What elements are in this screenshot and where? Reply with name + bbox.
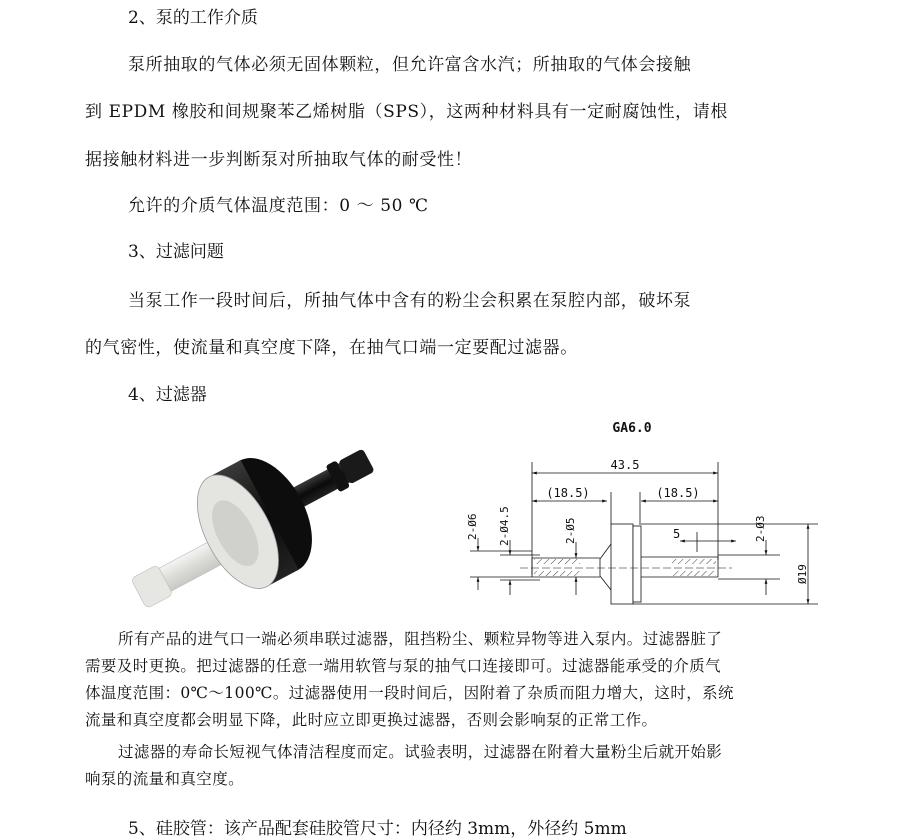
- dim-bore-dia: 2-Ø3: [754, 515, 767, 542]
- dim-left-length: (18.5): [546, 486, 590, 500]
- dim-stem-dia: 2-Ø5: [564, 517, 577, 544]
- section-3-para-line: 当泵工作一段时间后，所抽气体中含有的粉尘会积累在泵腔内部，破坏泵: [128, 291, 692, 311]
- dim-outer-dia: 2-Ø6: [466, 513, 479, 540]
- dim-right-length: (18.5): [656, 486, 700, 500]
- filter-para-line: 所有产品的进气口一端必须串联过滤器，阻挡粉尘、颗粒异物等进入泵内。过滤器脏了: [118, 630, 723, 648]
- dim-overall-length: 43.5: [610, 458, 640, 472]
- filter-para-line: 体温度范围：0℃～100℃。过滤器使用一段时间后，因附着了杂质而阻力增大，这时，系统: [85, 684, 734, 702]
- dim-body-dia: Ø19: [796, 564, 809, 584]
- filter-dimension-drawing: [450, 410, 850, 620]
- filter-para-line: 流量和真空度都会明显下降，此时应立即更换过滤器，否则会影响泵的正常工作。: [85, 711, 658, 729]
- section-2-para-line: 到 EPDM 橡胶和间规聚苯乙烯树脂（SPS），这两种材料具有一定耐腐蚀性，请根: [85, 102, 728, 122]
- filter-life-para-line: 过滤器的寿命长短视气体清洁程度而定。试验表明，过滤器在附着大量粉尘后就开始影: [118, 743, 723, 761]
- dim-barb-length: 5: [673, 527, 681, 541]
- section-4-heading: 4、过滤器: [128, 385, 207, 405]
- filter-para-line: 需要及时更换。把过滤器的任意一端用软管与泵的抽气口连接即可。过滤器能承受的介质气: [85, 657, 722, 675]
- section-3-para-line: 的气密性，使流量和真空度下降，在抽气口端一定要配过滤器。: [85, 338, 578, 358]
- section-5-heading: 5、硅胶管：该产品配套硅胶管尺寸：内径约 3mm，外径约 5mm: [128, 819, 627, 839]
- filter-body: [181, 444, 330, 602]
- filter-life-para-line: 响泵的流量和真空度。: [85, 770, 245, 788]
- temperature-range: 允许的介质气体温度范围：0 ～ 50 ℃: [128, 196, 429, 216]
- section-2-heading: 2、泵的工作介质: [128, 8, 258, 28]
- dim-barb-dia: 2-Ø4.5: [498, 506, 511, 546]
- section-2-para-line: 据接触材料进一步判断泵对所抽取气体的耐受性！: [85, 150, 473, 170]
- model-label: GA6.0: [612, 421, 652, 436]
- filter-photo: [120, 420, 400, 620]
- section-3-heading: 3、过滤问题: [128, 242, 224, 262]
- section-2-para-line: 泵所抽取的气体必须无固体颗粒，但允许富含水汽；所抽取的气体会接触: [128, 55, 692, 75]
